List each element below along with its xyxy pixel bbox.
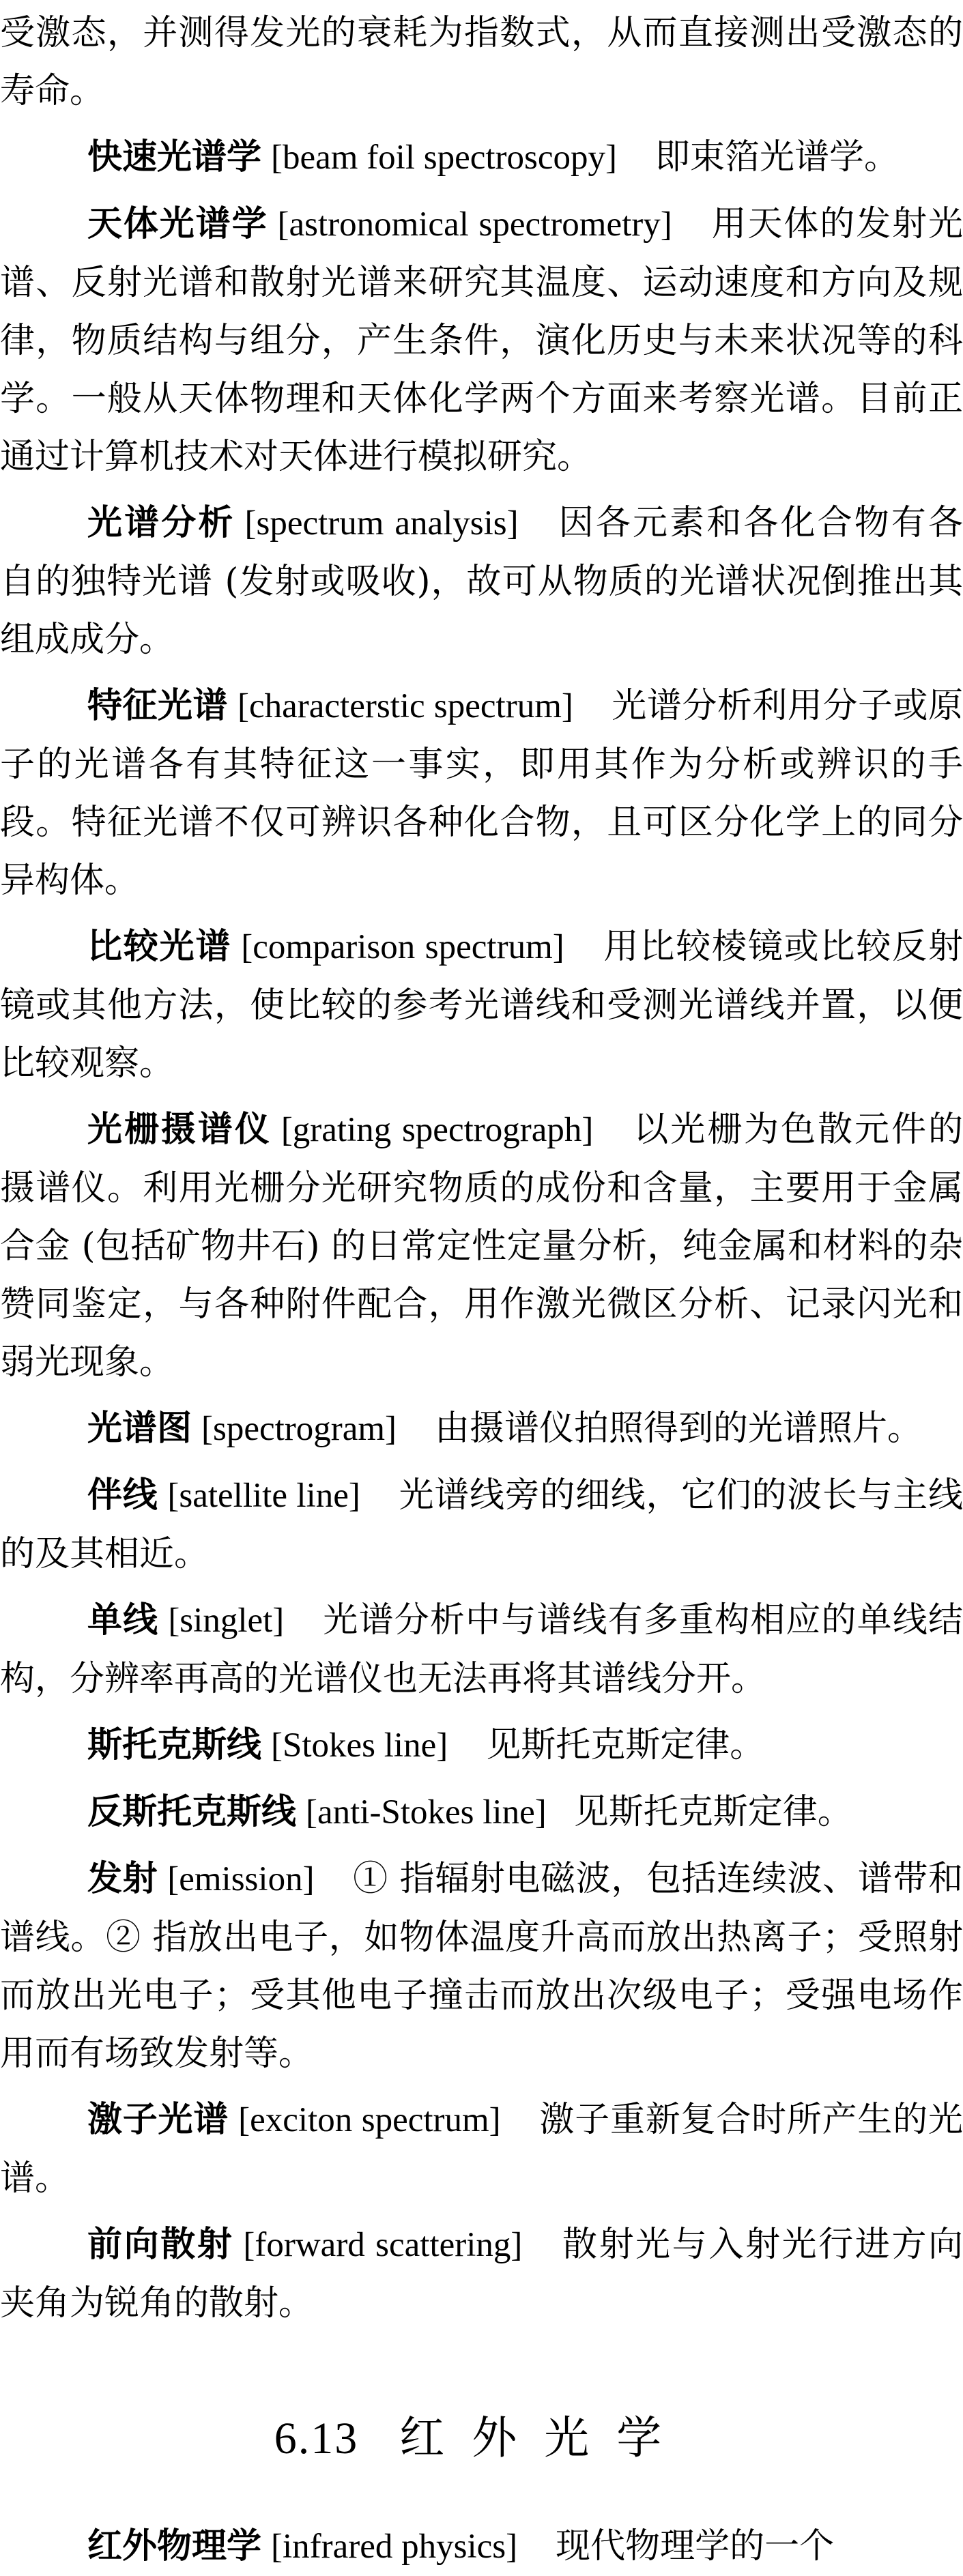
entry-term: 光栅摄谱仪 <box>87 1110 272 1150</box>
entry-english: [satellite line] <box>167 1477 360 1515</box>
entry-grating-spectrograph <box>0 1101 963 1391</box>
entry-english: [exciton spectrum] <box>238 2101 501 2139</box>
entry-definition: 见斯托克斯定律。 <box>486 1725 765 1765</box>
entry-anti-stokes-line <box>0 1783 963 1842</box>
entry-english: [spectrum analysis] <box>244 504 519 542</box>
entry-term: 特征光谱 <box>87 686 229 726</box>
entry-term: 红外物理学 <box>87 2526 262 2566</box>
entry-spectrum-analysis <box>0 494 963 669</box>
entry-stokes-line <box>0 1716 963 1775</box>
entry-english: [comparison spectrum] <box>241 928 564 966</box>
entry-emission <box>0 1850 963 2083</box>
entry-exciton-spectrum <box>0 2091 963 2208</box>
entry-term: 伴线 <box>87 1475 158 1516</box>
entry-infrared-physics <box>0 2517 963 2576</box>
entry-term: 反斯托克斯线 <box>87 1792 297 1832</box>
entry-term: 天体光谱学 <box>87 204 268 244</box>
entry-definition: 因各元素和各化合物有各自的独特光谱 (发射或吸收)，故可从物质的光谱状况倒推出其组成成分。 <box>0 503 963 660</box>
entry-characteristic-spectrum <box>0 677 963 910</box>
entry-term: 光谱图 <box>87 1408 192 1449</box>
entry-english: [forward scattering] <box>243 2226 523 2264</box>
entry-term: 快速光谱学 <box>87 137 262 177</box>
entry-term: 单线 <box>87 1600 159 1640</box>
entry-definition: 激子重新复合时所产生的光谱。 <box>0 2100 963 2199</box>
entry-english: [emission] <box>167 1860 315 1898</box>
entry-english: [grating spectrograph] <box>281 1111 594 1149</box>
continuation-paragraph: 受激态，并测得发光的衰耗为指数式，从而直接测出受激态的寿命。 <box>0 13 963 111</box>
entry-english: [Stokes line] <box>271 1726 448 1765</box>
entry-satellite-line <box>0 1466 963 1583</box>
document-page <box>0 4 963 2576</box>
entry-forward-scattering <box>0 2216 963 2332</box>
entry-astronomical-spectrometry <box>0 195 963 486</box>
entry-beam-foil-spectroscopy <box>0 128 963 187</box>
entry-english: [astronomical spectrometry] <box>277 205 672 244</box>
entry-definition: 用天体的发射光谱、反射光谱和散射光谱来研究其温度、运动速度和方向及规律，物质结构与组分，产生条件，演化历史与未来状况等的科学。一般从天体物理和天体化学两个方面来考察光谱。目前正通过计算机技术对天体进行模拟研究。 <box>0 204 963 477</box>
entry-term: 前向散射 <box>87 2225 234 2265</box>
entry-english: [anti-Stokes line] <box>306 1793 547 1832</box>
entry-definition: 以光栅为色散元件的摄谱仪。利用光栅分光研究物质的成份和含量，主要用于金属合金 (包括矿物井石) 的日常定性定量分析，纯金属和材料的杂赞同鉴定，与各种附件配合，用作激光微区分析、记录闪光和弱光现象。 <box>0 1110 963 1383</box>
entry-english: [infrared physics] <box>271 2528 518 2566</box>
entry-definition: 散射光与入射光行进方向夹角为锐角的散射。 <box>0 2225 963 2324</box>
entry-definition: 光谱分析中与谱线有多重构相应的单线结构，分辨率再高的光谱仪也无法再将其谱线分开。 <box>0 1600 963 1699</box>
entry-spectrogram <box>0 1400 963 1458</box>
entry-term: 发射 <box>87 1859 158 1899</box>
entry-english: [spectrogram] <box>201 1410 397 1448</box>
section-title: 红外光学 <box>399 2412 689 2464</box>
entry-definition: 用比较棱镜或比较反射镜或其他方法，使比较的参考光谱线和受测光谱线并置，以便比较观察。 <box>0 927 963 1084</box>
entry-term: 比较光谱 <box>87 927 232 967</box>
section-number: 6.13 <box>274 2414 359 2463</box>
entry-term: 斯托克斯线 <box>87 1725 262 1765</box>
entry-singlet <box>0 1591 963 1708</box>
entry-term: 光谱分析 <box>87 503 235 543</box>
entry-english: [characterstic spectrum] <box>238 687 573 725</box>
entry-english: [singlet] <box>168 1602 285 1640</box>
entry-definition: ① 指辐射电磁波，包括连续波、谱带和谱线。② 指放出电子，如物体温度升高而放出热离子；受照射而放出光电子；受其他电子撞击而放出次级电子；受强电场作用而有场致发射等。 <box>0 1859 963 2074</box>
entry-english: [beam foil spectroscopy] <box>271 139 618 177</box>
section-heading <box>0 2407 963 2470</box>
entry-comparison-spectrum <box>0 918 963 1092</box>
entry-term: 激子光谱 <box>87 2100 229 2140</box>
entry-definition: 由摄谱仪拍照得到的光谱照片。 <box>435 1408 923 1449</box>
entry-definition: 即束箔光谱学。 <box>655 137 900 177</box>
entry-definition: 见斯托克斯定律。 <box>573 1792 852 1832</box>
entry-definition: 现代物理学的一个 <box>556 2526 835 2566</box>
entry-definition: 光谱线旁的细线，它们的波长与主线的及其相近。 <box>0 1475 963 1574</box>
entry-definition: 光谱分析利用分子或原子的光谱各有其特征这一事实，即用其作为分析或辨识的手段。特征光谱不仅可辨识各种化合物，且可区分化学上的同分异构体。 <box>0 686 963 901</box>
